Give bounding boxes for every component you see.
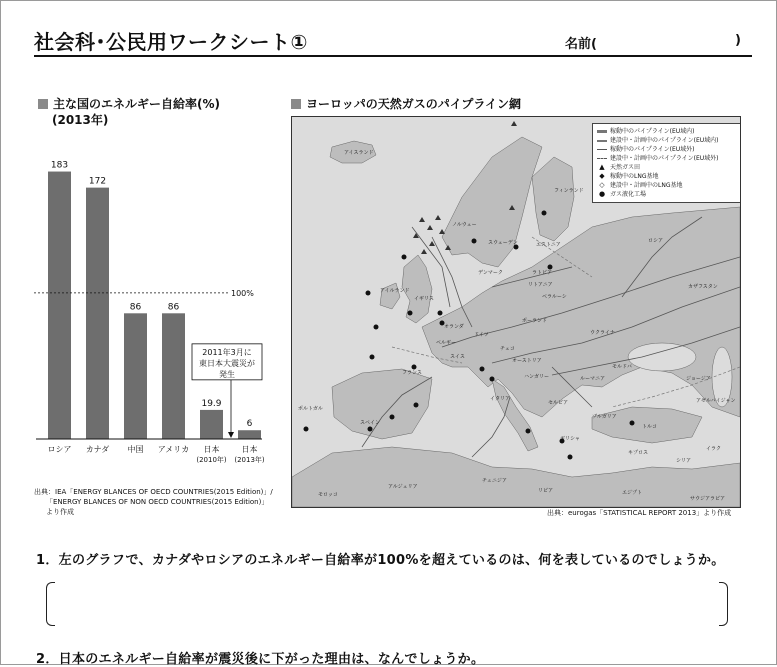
annotation-text: 東日本大震災が	[199, 358, 255, 368]
legend-item: 建設中・計画中のパイプライン(EU域内)	[597, 136, 737, 145]
bar-value-label: 6	[246, 419, 253, 430]
bar	[124, 313, 147, 439]
map-country-label: ベラルーシ	[542, 294, 567, 300]
title-underline	[34, 55, 752, 57]
chart-source-line: より作成	[46, 508, 74, 516]
map-heading: ヨーロッパの天然ガスのパイプライン網	[291, 95, 521, 112]
category-label: カナダ	[85, 445, 110, 454]
map-country-label: ブルガリア	[592, 414, 617, 420]
map-country-label: ギリシャ	[560, 436, 580, 442]
name-label: 名前(	[565, 37, 597, 52]
legend-item: 稼動中のパイプライン(EU域外)	[597, 145, 737, 154]
legend-item: ▲ 天然ガス田	[597, 163, 737, 172]
map-country-label: イラク	[706, 446, 722, 452]
map-country-label: リトアニア	[528, 282, 553, 288]
bar-value-label: 86	[129, 302, 142, 313]
map-country-label: トルコ	[642, 424, 658, 430]
map-country-label: スペイン	[360, 420, 381, 426]
bar	[86, 188, 109, 439]
map-country-label: アルジェリア	[388, 484, 418, 490]
chart-heading: 主な国のエネルギー自給率(%)	[38, 95, 220, 112]
legend-item: ● ガス液化工場	[598, 190, 647, 198]
annotation-text: 2011年3月に	[202, 347, 252, 357]
map-country-label: ルーマニア	[580, 376, 606, 382]
planned-lng-terminal-icon: ◇	[599, 181, 605, 189]
heading-square-icon	[38, 99, 48, 109]
category-label: アメリカ	[157, 445, 190, 454]
map-country-label: カザフスタン	[688, 284, 718, 290]
annotation-text: 発生	[219, 369, 235, 379]
bar	[238, 430, 261, 439]
annotation-arrow-head-icon	[228, 432, 234, 438]
category-label: 中国	[127, 445, 144, 454]
map-country-label: ポーランド	[522, 318, 548, 324]
map-country-label: チェコ	[500, 346, 515, 352]
legend-thin-dashed-line-icon	[597, 158, 607, 159]
answer-bracket-right	[719, 582, 728, 626]
bar-value-label: 19.9	[201, 398, 222, 409]
question-1: 1．左のグラフで、カナダやロシアのエネルギー自給率が100%を超えているのは、何を表しているのでしょうか。	[36, 553, 725, 568]
legend-dashed-line-icon	[597, 140, 607, 142]
map-country-label: エジプト	[622, 490, 643, 496]
chart-source	[34, 487, 284, 517]
map-country-label: モロッコ	[318, 492, 338, 498]
name-close-paren: )	[735, 33, 741, 48]
map-country-label: ベルギー	[436, 340, 457, 346]
bar	[162, 313, 185, 439]
legend-line-icon	[597, 130, 607, 133]
bar-value-label: 183	[50, 160, 69, 171]
map-country-label: デンマーク	[478, 270, 503, 276]
bar-value-label: 86	[167, 302, 180, 313]
map-country-label: ウクライナ	[590, 330, 615, 336]
reference-line-label: 100%	[231, 288, 254, 298]
map-country-label: モルドバ	[612, 364, 632, 370]
category-label: ロシア	[47, 445, 72, 454]
category-sublabel: (2013年)	[234, 456, 265, 464]
map-country-label: アイルランド	[380, 288, 410, 294]
map-country-label: セルビア	[548, 400, 569, 406]
bar	[200, 410, 223, 439]
worksheet-title: 社会科･公民用ワークシート①	[34, 30, 308, 54]
map-country-label: チュニジア	[482, 478, 507, 484]
heading-square-icon	[291, 99, 301, 109]
legend-thin-line-icon	[597, 149, 607, 150]
map-country-label: シリア	[676, 458, 692, 464]
legend-item: ◆ 稼動中のLNG基地	[597, 172, 737, 181]
category-sublabel: (2010年)	[196, 456, 227, 464]
map-country-label: イタリア	[490, 396, 511, 402]
legend-item: ◇ 建設中・計画中のLNG基地	[597, 181, 737, 190]
category-label: 日本	[241, 445, 258, 454]
legend-item: 建設中・計画中のパイプライン(EU域外)	[597, 154, 737, 163]
chart-source-line: 「ENERGY BLANCES OF NON OECD COUNTRIES(2015 Edition)」	[46, 498, 269, 506]
map-country-label: ハンガリー	[524, 374, 550, 380]
map-country-label: キプロス	[628, 450, 649, 456]
map-country-label: ポルトガル	[298, 406, 323, 412]
question-2: 2．日本のエネルギー自給率が震災後に下がった理由は、なんでしょうか。	[36, 652, 485, 667]
map-country-label: フィンランド	[554, 188, 584, 194]
map-country-label: サウジアラビア	[690, 496, 726, 502]
map-country-label: オランダ	[444, 324, 464, 330]
lng-terminal-icon: ◆	[599, 172, 605, 180]
map-country-label: ロシア	[648, 238, 664, 244]
map-country-label: フランス	[402, 370, 422, 376]
chart-subheading: (2013年)	[52, 113, 109, 127]
map-legend	[592, 123, 741, 203]
map-country-label: ラトビア	[532, 270, 553, 276]
pipeline-map	[291, 116, 741, 508]
gas-field-icon: ▲	[599, 163, 605, 171]
answer-bracket-left	[46, 582, 55, 626]
self-sufficiency-bar-chart	[30, 140, 270, 470]
map-country-label: スイス	[450, 354, 465, 360]
bar	[48, 172, 71, 439]
map-country-label: ドイツ	[474, 332, 489, 338]
map-country-label: ジョージア	[686, 376, 711, 382]
bar-value-label: 172	[88, 176, 107, 187]
category-label: 日本	[203, 445, 220, 454]
map-country-label: アイスランド	[344, 150, 374, 156]
map-country-label: エストニア	[536, 242, 561, 248]
map-country-label: オーストリア	[512, 358, 542, 364]
map-country-label: スウェーデン	[488, 240, 518, 246]
answer-box-1[interactable]	[46, 582, 728, 624]
map-country-label: リビア	[538, 488, 554, 494]
map-source: 出典：eurogas「STATISTICAL REPORT 2013」より作成	[547, 509, 732, 517]
map-country-label: イギリス	[414, 296, 434, 302]
liquefaction-plant-icon: ●	[598, 190, 606, 198]
chart-source-line: 出典：IEA「ENERGY BLANCES OF OECD COUNTRIES(2015 Edition)」/	[34, 488, 273, 496]
map-country-label: ノルウェー	[452, 222, 477, 228]
legend-item: 稼動中のパイプライン(EU域内)	[597, 127, 737, 136]
map-country-label: アゼルバイジャン	[696, 398, 736, 404]
